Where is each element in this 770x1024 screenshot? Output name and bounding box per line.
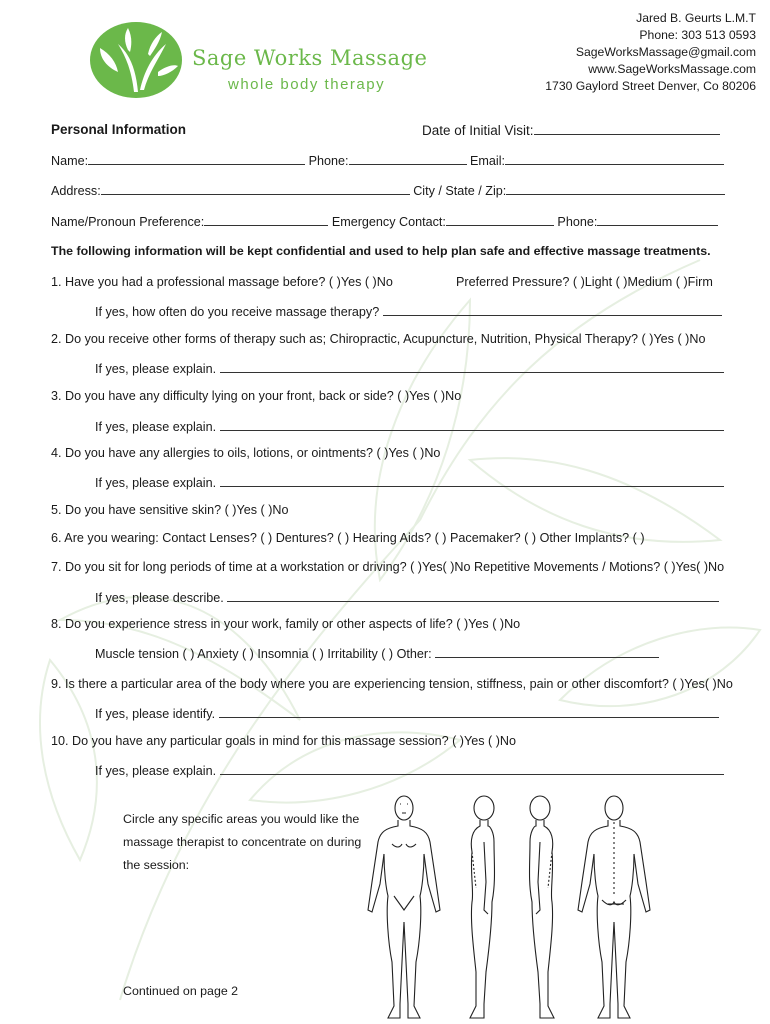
q1-text: 1. Have you had a professional massage before? ( )Yes ( )No [51, 275, 393, 289]
q9-followup-label: If yes, please identify. [95, 707, 216, 721]
address-label: Address: [51, 184, 101, 198]
continued-note: Continued on page 2 [123, 984, 239, 998]
city-label: City / State / Zip: [413, 184, 507, 198]
q9-followup [95, 705, 719, 721]
contact-email-link[interactable]: SageWorksMassage@gmail.com [575, 45, 756, 59]
date-of-visit-row [422, 122, 720, 138]
q2-followup-label: If yes, please explain. [95, 362, 217, 376]
leaf-logo-icon [88, 20, 184, 100]
q4-followup-field[interactable] [220, 474, 724, 487]
body-chart-instruction: Circle any specific areas you would like the massage therapist to concentrate on during the session: [123, 812, 362, 872]
date-field[interactable] [534, 122, 720, 135]
pronoun-row [51, 213, 718, 229]
date-label: Date of Initial Visit: [422, 123, 534, 138]
name-label: Name: [51, 154, 89, 168]
body-front-figure[interactable] [358, 792, 450, 1024]
contact-phone: Phone: 303 513 0593 [639, 28, 756, 42]
contact-website: www.SageWorksMassage.com [588, 62, 756, 76]
body-side-left-figure[interactable] [454, 792, 514, 1024]
q10-followup [95, 762, 724, 778]
address-row [51, 182, 725, 198]
name-field[interactable] [88, 152, 305, 165]
q4-followup [95, 474, 724, 490]
confidential-notice: The following information will be kept confidential and used to help plan safe and effective massage treatments. [51, 244, 711, 258]
contact-address: 1730 Gaylord Street Denver, Co 80206 [545, 79, 756, 93]
emergency-contact-field[interactable] [446, 213, 554, 226]
q9-text: 9. Is there a particular area of the body where you are experiencing tension, stiffness, pain or other discomfort? ( )Yes( )No [51, 677, 733, 691]
q7-followup [95, 589, 719, 605]
emergency-phone-field[interactable] [597, 213, 718, 226]
contact-block [545, 10, 756, 95]
name-row [51, 152, 724, 168]
q10-text: 10. Do you have any particular goals in mind for this massage session? ( )Yes ( )No [51, 734, 517, 748]
q10-followup-label: If yes, please explain. [95, 764, 217, 778]
q6-text: 6. Are you wearing: Contact Lenses? ( ) Dentures? ( ) Hearing Aids? ( ) Pacemaker? ( ) Other Implants? ( ) [51, 531, 645, 545]
personal-info-heading: Personal Information [51, 122, 187, 137]
email-field[interactable] [505, 152, 724, 165]
address-field[interactable] [101, 182, 410, 195]
q10-followup-field[interactable] [220, 762, 724, 775]
q2-followup [95, 360, 724, 376]
pronoun-label: Name/Pronoun Preference: [51, 215, 205, 229]
phone-field[interactable] [349, 152, 467, 165]
q1-followup-field[interactable] [383, 303, 722, 316]
q1-pressure: Preferred Pressure? ( )Light ( )Medium ( )Firm [456, 275, 713, 289]
phone2-label: Phone: [557, 215, 598, 229]
q3-followup-label: If yes, please explain. [95, 420, 217, 434]
q2-text: 2. Do you receive other forms of therapy such as; Chiropractic, Acupuncture, Nutrition, Physical Therapy? ( )Yes ( )No [51, 332, 706, 346]
q1-followup-label: If yes, how often do you receive massage therapy? [95, 305, 380, 319]
q4-text: 4. Do you have any allergies to oils, lotions, or ointments? ( )Yes ( )No [51, 446, 441, 460]
city-state-zip-field[interactable] [506, 182, 725, 195]
q7-followup-field[interactable] [227, 589, 719, 602]
body-back-figure[interactable] [568, 792, 660, 1024]
q5-text: 5. Do you have sensitive skin? ( )Yes ( )No [51, 503, 289, 517]
q8-followup [95, 645, 659, 661]
q8-text: 8. Do you experience stress in your work, family or other aspects of life? ( )Yes ( )No [51, 617, 521, 631]
q4-followup-label: If yes, please explain. [95, 476, 217, 490]
brand-tagline: whole body therapy [228, 76, 386, 93]
brand-logo [88, 20, 428, 100]
q3-text: 3. Do you have any difficulty lying on your front, back or side? ( )Yes ( )No [51, 389, 462, 403]
q8-other-field[interactable] [435, 645, 659, 658]
q7-followup-label: If yes, please describe. [95, 591, 224, 605]
email-label: Email: [470, 154, 506, 168]
q1-followup [95, 303, 722, 319]
q3-followup-field[interactable] [220, 418, 724, 431]
emergency-label: Emergency Contact: [331, 215, 446, 229]
q9-followup-field[interactable] [219, 705, 719, 718]
pronoun-field[interactable] [204, 213, 328, 226]
phone-label: Phone: [308, 154, 349, 168]
q3-followup [95, 418, 724, 434]
q7-text: 7. Do you sit for long periods of time at a workstation or driving? ( )Yes( )No Repetitive Movements / Motions? ( )Yes( )No [51, 560, 725, 574]
therapist-name: Jared B. Geurts L.M.T [636, 11, 756, 25]
q2-followup-field[interactable] [220, 360, 724, 373]
q8-followup-label: Muscle tension ( ) Anxiety ( ) Insomnia ( ) Irritability ( ) Other: [95, 647, 432, 661]
body-side-right-figure[interactable] [510, 792, 570, 1024]
brand-name: Sage Works Massage [192, 46, 428, 70]
